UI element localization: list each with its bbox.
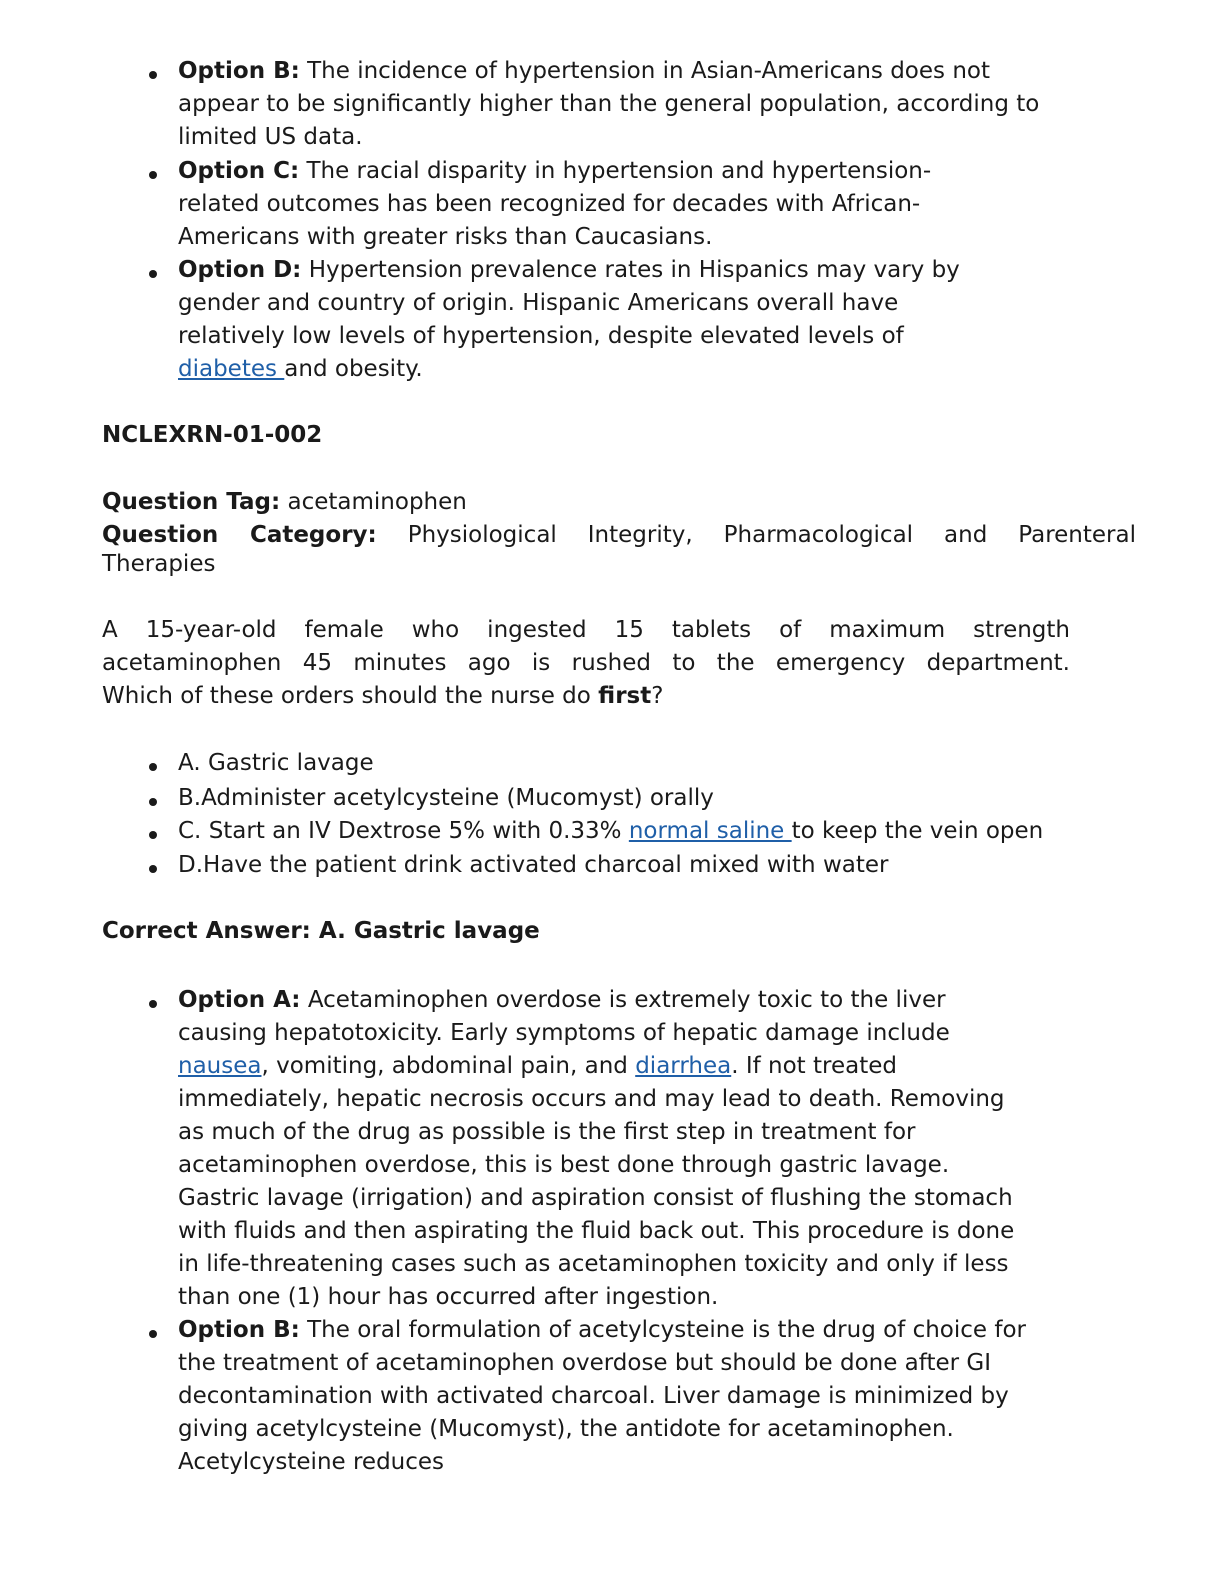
rationale-b-line3: decontamination with activated charcoal. Liver damage is minimized by: [178, 1383, 1009, 1409]
prev-option-b-line2: appear to be significantly higher than the general population, according to: [178, 91, 1040, 117]
question-stem-line1: A 15-year-old female who ingested 15 tablets of maximum strength: [102, 617, 1070, 643]
choice-b: B.Administer acetylcysteine (Mucomyst) orally: [178, 785, 714, 811]
prev-option-c-line2: related outcomes has been recognized for decades with African-: [178, 191, 921, 217]
bullet: [149, 171, 157, 179]
choice-c: C. Start an IV Dextrose 5% with 0.33% normal saline to keep the vein open: [178, 818, 1044, 844]
bullet: [149, 71, 157, 79]
nausea-link[interactable]: nausea: [178, 1053, 262, 1079]
rationale-a-line1: Option A: Acetaminophen overdose is extremely toxic to the liver: [178, 987, 946, 1013]
rationale-a-line5: as much of the drug as possible is the first step in treatment for: [178, 1119, 916, 1145]
question-id: NCLEXRN-01-002: [102, 422, 323, 448]
bullet: [149, 798, 157, 806]
prev-option-d-line2: gender and country of origin. Hispanic Americans overall have: [178, 290, 899, 316]
prev-option-b-line3: limited US data.: [178, 124, 363, 150]
choice-a: A. Gastric lavage: [178, 750, 374, 776]
normal-saline-link[interactable]: normal saline: [628, 818, 792, 844]
correct-answer: Correct Answer: A. Gastric lavage: [102, 918, 540, 944]
bullet: [149, 831, 157, 839]
bullet: [149, 865, 157, 873]
prev-option-d-line3: relatively low levels of hypertension, despite elevated levels of: [178, 323, 904, 349]
bullet: [149, 763, 157, 771]
rationale-a-line8: with fluids and then aspirating the fluid back out. This procedure is done: [178, 1218, 1015, 1244]
question-category-line2: Therapies: [102, 551, 216, 577]
rationale-a-line7: Gastric lavage (irrigation) and aspiration consist of flushing the stomach: [178, 1185, 1013, 1211]
bullet: [149, 1330, 157, 1338]
rationale-b-line2: the treatment of acetaminophen overdose but should be done after GI: [178, 1350, 992, 1376]
prev-option-d-line1: Option D: Hypertension prevalence rates in Hispanics may vary by: [178, 257, 960, 283]
question-stem-line2: acetaminophen 45 minutes ago is rushed to the emergency department.: [102, 650, 1070, 676]
diarrhea-link[interactable]: diarrhea: [635, 1053, 732, 1079]
rationale-a-line2: causing hepatotoxicity. Early symptoms of hepatic damage include: [178, 1020, 950, 1046]
diabetes-link[interactable]: diabetes: [178, 356, 285, 382]
rationale-a-line9: in life-threatening cases such as acetaminophen toxicity and only if less: [178, 1251, 1009, 1277]
rationale-a-line3: nausea, vomiting, abdominal pain, and diarrhea. If not treated: [178, 1053, 897, 1079]
question-stem-line3: Which of these orders should the nurse do first?: [102, 683, 664, 709]
rationale-b-line4: giving acetylcysteine (Mucomyst), the antidote for acetaminophen.: [178, 1416, 954, 1442]
question-tag: Question Tag: acetaminophen: [102, 489, 467, 515]
bullet: [149, 270, 157, 278]
rationale-a-line10: than one (1) hour has occurred after ingestion.: [178, 1284, 719, 1310]
rationale-a-line6: acetaminophen overdose, this is best done through gastric lavage.: [178, 1152, 950, 1178]
prev-option-c-line1: Option C: The racial disparity in hypertension and hypertension-: [178, 158, 932, 184]
rationale-a-line4: immediately, hepatic necrosis occurs and may lead to death. Removing: [178, 1086, 1005, 1112]
prev-option-b-line1: Option B: The incidence of hypertension in Asian-Americans does not: [178, 58, 990, 84]
question-category-line1: Question Category: Physiological Integrity, Pharmacological and Parenteral: [102, 522, 1136, 548]
bullet: [149, 1000, 157, 1008]
prev-option-d-line4: diabetes and obesity.: [178, 356, 423, 382]
rationale-b-line5: Acetylcysteine reduces: [178, 1449, 445, 1475]
rationale-b-line1: Option B: The oral formulation of acetylcysteine is the drug of choice for: [178, 1317, 1026, 1343]
prev-option-c-line3: Americans with greater risks than Caucasians.: [178, 224, 713, 250]
choice-d: D.Have the patient drink activated charcoal mixed with water: [178, 852, 889, 878]
